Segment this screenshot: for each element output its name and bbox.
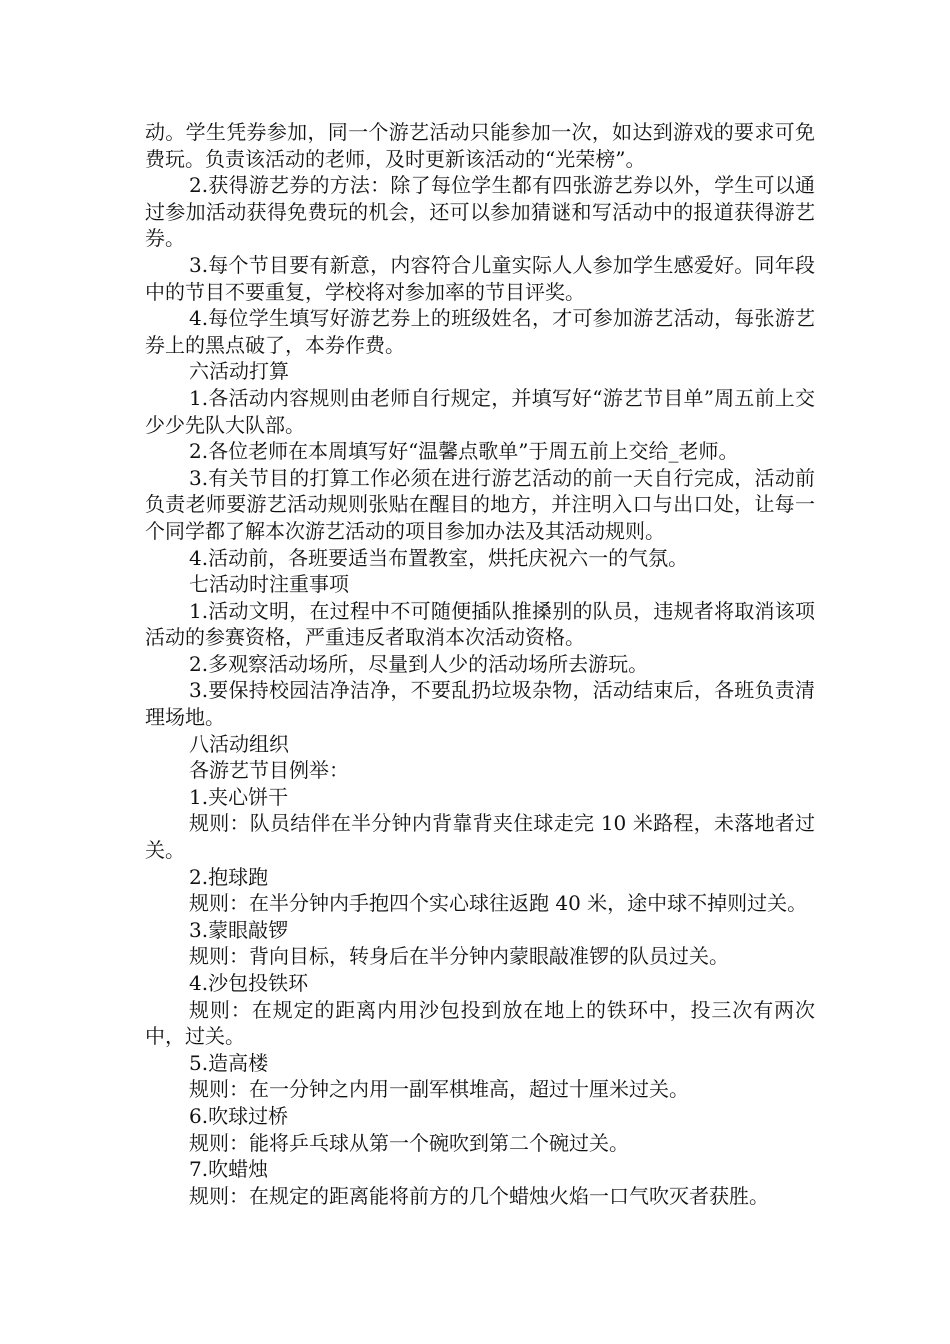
paragraph-10: 2.多观察活动场所，尽量到人少的活动场所去游玩。 bbox=[189, 651, 649, 676]
item-title-2: 2.抱球跑 bbox=[189, 864, 269, 889]
item-rule-1: 规则：队员结伴在半分钟内背靠背夹住球走完 10 米路程，未落地者过关。 bbox=[145, 811, 815, 863]
paragraph-6: 2.各位老师在本周填写好“温馨点歌单”于周五前上交给_老师。 bbox=[189, 439, 739, 464]
item-title-6: 6.吹球过桥 bbox=[189, 1103, 289, 1128]
document-body bbox=[145, 119, 815, 1209]
item-rule-6: 规则：能将乒乓球从第一个碗吹到第二个碗过关。 bbox=[189, 1130, 629, 1155]
section-heading-6: 六活动打算 bbox=[189, 359, 289, 384]
paragraph-11: 3.要保持校园洁净洁净，不要乱扔垃圾杂物，活动结束后，各班负责清理场地。 bbox=[145, 678, 815, 730]
paragraph-7: 3.有关节目的打算工作必须在进行游艺活动的前一天自行完成，活动前负责老师要游艺活动规则张贴在醒目的地方，并注明入口与出口处，让每一个同学都了解本次游艺活动的项目参加办法及其活动规则。 bbox=[145, 465, 815, 543]
paragraph-4: 4.每位学生填写好游艺券上的班级姓名，才可参加游艺活动，每张游艺券上的黑点破了，本券作费。 bbox=[145, 306, 815, 357]
item-rule-4: 规则：在规定的距离内用沙包投到放在地上的铁环中，投三次有两次中，过关。 bbox=[145, 997, 815, 1049]
paragraph-3: 3.每个节目要有新意，内容符合儿童实际人人参加学生感爱好。同年段中的节目不要重复，学校将对参加率的节目评奖。 bbox=[145, 252, 815, 304]
item-title-4: 4.沙包投铁环 bbox=[189, 971, 309, 995]
paragraph-9: 1.活动文明，在过程中不可随便插队推搡别的队员，违规者将取消该项活动的参赛资格，严重违反者取消本次活动资格。 bbox=[145, 598, 815, 650]
section-heading-7: 七活动时注重事项 bbox=[189, 572, 349, 597]
item-title-1: 1.夹心饼干 bbox=[189, 784, 289, 809]
paragraph-1: 动。学生凭券参加，同一个游艺活动只能参加一次，如达到游戏的要求可免费玩。负责该活动的老师，及时更新该活动的“光荣榜”。 bbox=[145, 120, 815, 171]
paragraph-2: 2.获得游艺券的方法：除了每位学生都有四张游艺券以外，学生可以通过参加活动获得免费玩的机会，还可以参加猜谜和写活动中的报道获得游艺券。 bbox=[145, 173, 815, 251]
item-rule-7: 规则：在规定的距离能将前方的几个蜡烛火焰一口气吹灭者获胜。 bbox=[189, 1183, 769, 1208]
item-title-7: 7.吹蜡烛 bbox=[189, 1157, 269, 1182]
item-title-5: 5.造高楼 bbox=[189, 1050, 269, 1075]
item-rule-5: 规则：在一分钟之内用一副军棋堆高，超过十厘米过关。 bbox=[189, 1077, 689, 1102]
item-rule-3: 规则：背向目标，转身后在半分钟内蒙眼敲准锣的队员过关。 bbox=[189, 944, 729, 969]
list-intro: 各游艺节目例举： bbox=[189, 758, 349, 783]
item-title-3: 3.蒙眼敲锣 bbox=[189, 917, 289, 942]
paragraph-8: 4.活动前，各班要适当布置教室，烘托庆祝六一的气氛。 bbox=[189, 545, 689, 570]
paragraph-5: 1.各活动内容规则由老师自行规定，并填写好“游艺节目单”周五前上交少少先队大队部。 bbox=[145, 385, 815, 437]
item-rule-2: 规则：在半分钟内手抱四个实心球往返跑 40 米，途中球不掉则过关。 bbox=[189, 891, 808, 916]
section-heading-8: 八活动组织 bbox=[189, 731, 289, 756]
